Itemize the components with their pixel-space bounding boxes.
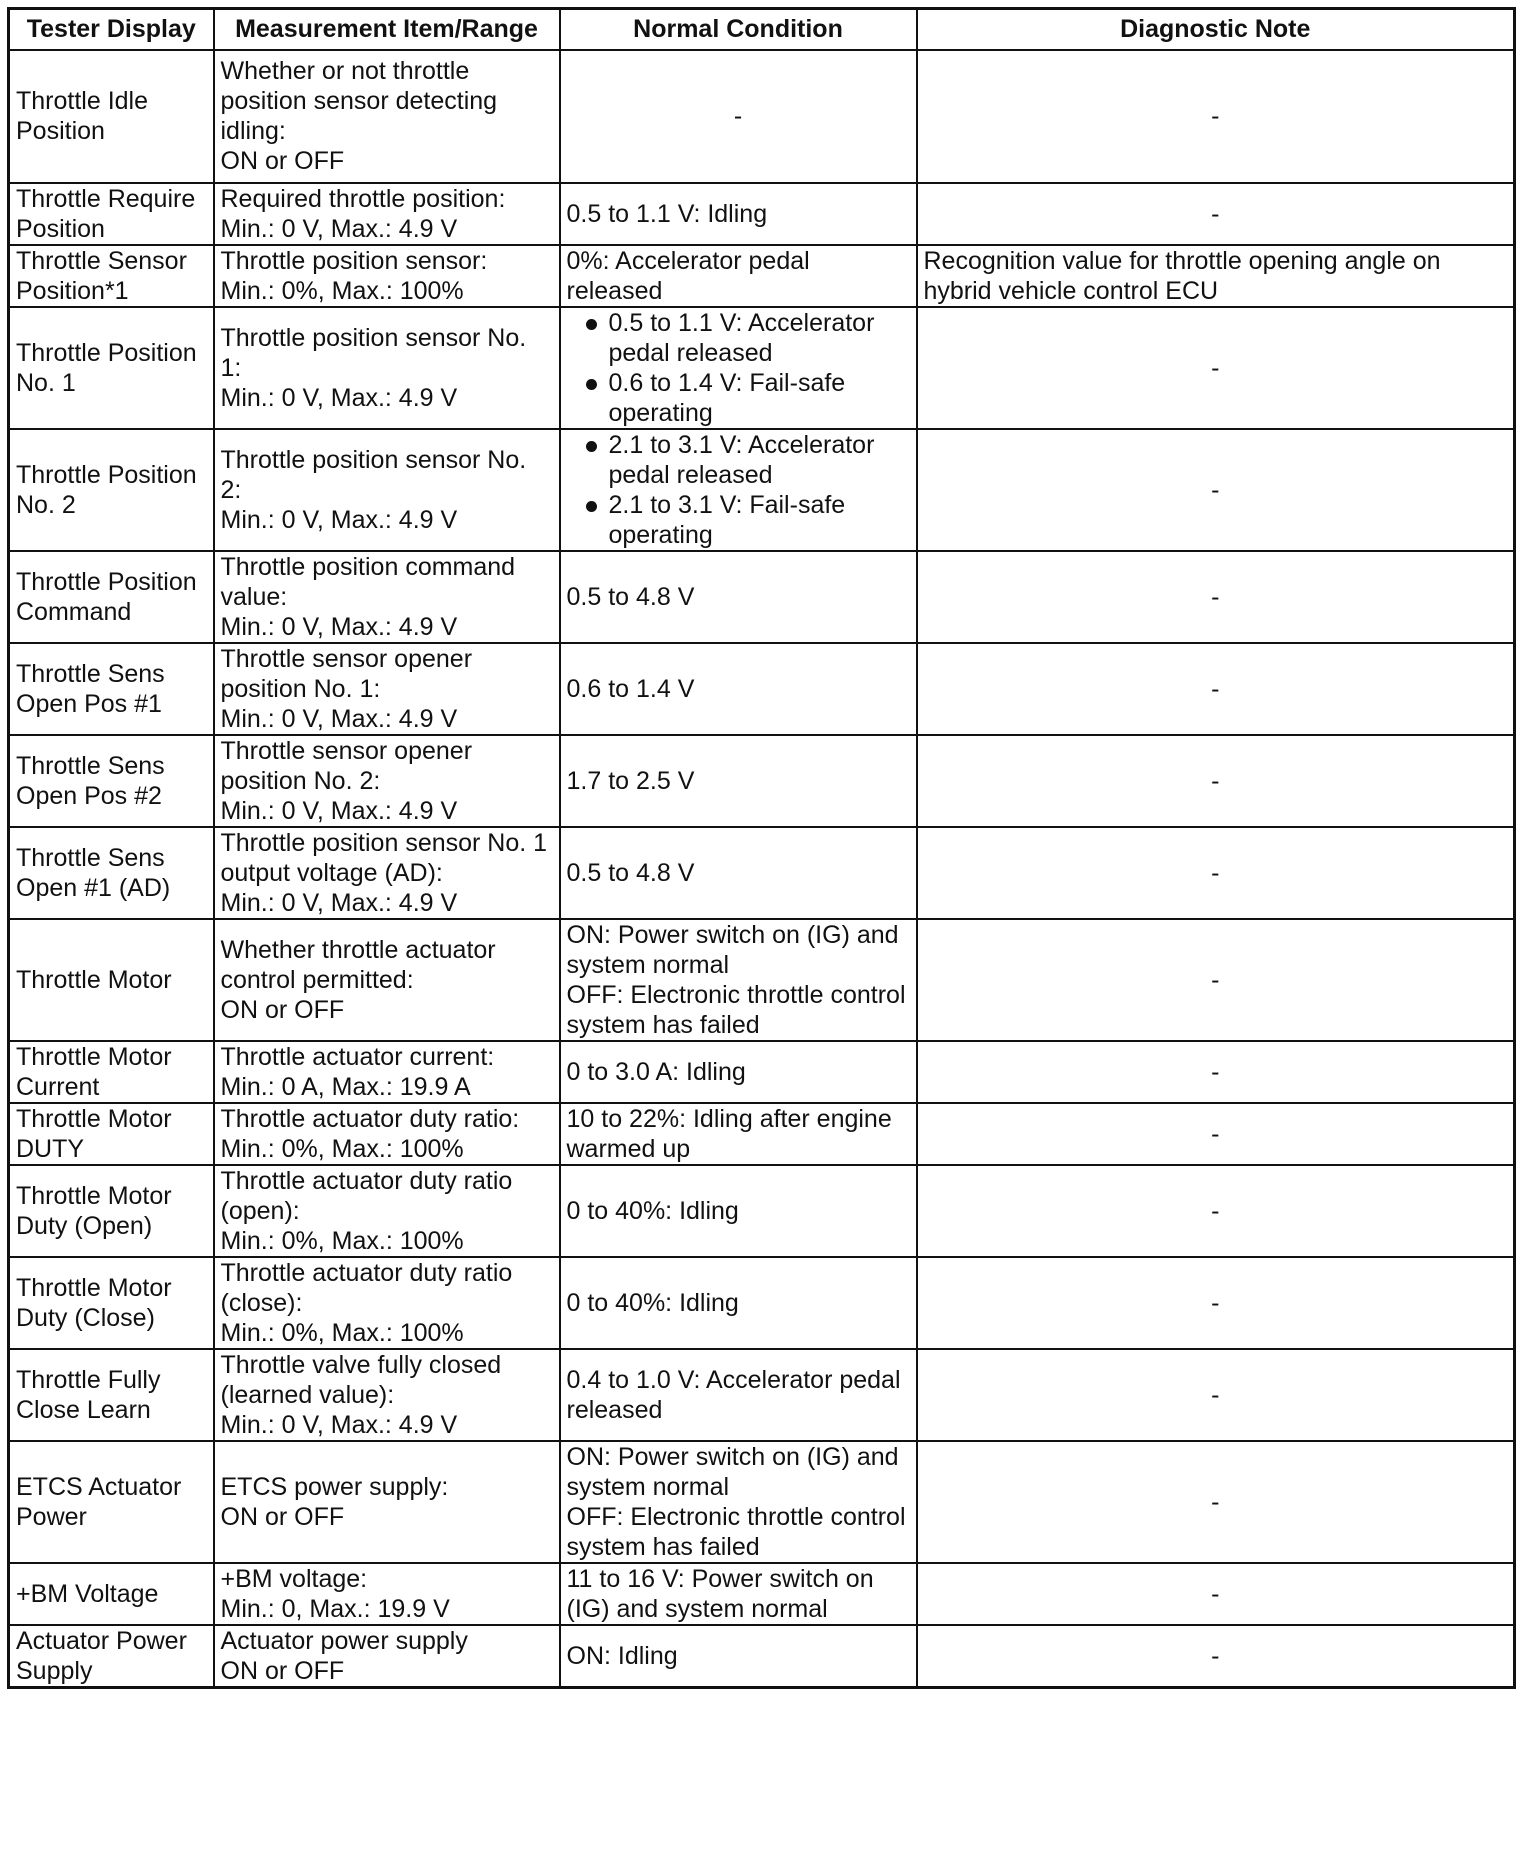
measurement-cell <box>214 1257 560 1349</box>
diagnostic-note-cell-text: - <box>1211 102 1220 130</box>
tester-display-cell-text: Throttle Sensor Position*1 <box>16 246 187 305</box>
normal-condition-cell <box>560 429 917 551</box>
table-row <box>9 1349 1515 1441</box>
table-row <box>9 183 1515 245</box>
tester-display-cell <box>9 1165 214 1257</box>
normal-condition-cell-text: 0%: Accelerator pedal released <box>566 246 810 305</box>
diagnostic-note-cell <box>917 183 1515 245</box>
header-row <box>9 9 1515 50</box>
normal-condition-cell <box>560 1165 917 1257</box>
table-row <box>9 1625 1515 1688</box>
measurement-cell-text: Whether throttle actuator control permitted: ON or OFF <box>220 935 496 1024</box>
table-row <box>9 307 1515 429</box>
normal-condition-cell <box>560 183 917 245</box>
diagnostic-note-cell-text: Recognition value for throttle opening angle on hybrid vehicle control ECU <box>923 246 1441 305</box>
normal-condition-bullet <box>567 308 910 368</box>
diagnostic-note-cell-text: - <box>1211 1196 1220 1225</box>
normal-condition-cell-text: 0.5 to 4.8 V <box>566 858 695 887</box>
tester-display-cell-text: Throttle Motor DUTY <box>16 1104 172 1163</box>
measurement-cell-text: Throttle position sensor No. 1: Min.: 0 V, Max.: 4.9 V <box>220 323 527 412</box>
normal-condition-cell-text: 10 to 22%: Idling after engine warmed up <box>566 1104 892 1163</box>
normal-condition-cell <box>560 1041 917 1103</box>
normal-condition-cell <box>560 1103 917 1165</box>
diagnostic-note-cell-text: - <box>1211 475 1220 504</box>
measurement-cell <box>214 1103 560 1165</box>
diagnostic-note-cell <box>917 551 1515 643</box>
normal-condition-bullet <box>567 490 910 550</box>
tester-display-cell-text: Actuator Power Supply <box>16 1626 187 1685</box>
normal-condition-cell-text: 0 to 3.0 A: Idling <box>566 1057 746 1086</box>
table-row <box>9 1041 1515 1103</box>
tester-display-cell-text: Throttle Require Position <box>16 184 196 243</box>
normal-condition-cell <box>560 50 917 183</box>
normal-condition-cell-text: ON: Power switch on (IG) and system normal OFF: Electronic throttle control system has failed <box>566 1442 906 1561</box>
normal-condition-cell-text: 0.6 to 1.4 V <box>566 674 695 703</box>
normal-condition-cell <box>560 1257 917 1349</box>
header-tester-display: Tester Display <box>9 9 214 50</box>
measurement-cell <box>214 307 560 429</box>
tester-display-cell-text: Throttle Fully Close Learn <box>16 1365 161 1424</box>
tester-display-cell <box>9 1441 214 1563</box>
measurement-cell <box>214 1563 560 1625</box>
normal-condition-cell <box>560 827 917 919</box>
diagnostic-note-cell-text: - <box>1211 1288 1220 1317</box>
normal-condition-cell-text: 11 to 16 V: Power switch on (IG) and system normal <box>566 1564 874 1623</box>
measurement-cell <box>214 643 560 735</box>
tester-display-cell <box>9 429 214 551</box>
normal-condition-cell-text: - <box>733 102 743 130</box>
diagnostic-note-cell-text: - <box>1211 199 1220 228</box>
bullet-text: 2.1 to 3.1 V: Accelerator pedal released <box>608 430 875 489</box>
tester-display-cell-text: Throttle Motor Current <box>16 1042 172 1101</box>
normal-condition-cell <box>560 1349 917 1441</box>
header-normal-condition: Normal Condition <box>560 9 917 50</box>
table-row <box>9 1165 1515 1257</box>
diagnostic-note-cell <box>917 643 1515 735</box>
table-row <box>9 735 1515 827</box>
table-row <box>9 1103 1515 1165</box>
diagnostic-note-cell-text: - <box>1211 1119 1220 1148</box>
normal-condition-cell-text: 0.5 to 4.8 V <box>566 582 695 611</box>
normal-condition-cell <box>560 1563 917 1625</box>
bullet-text: 2.1 to 3.1 V: Fail-safe operating <box>608 490 846 549</box>
normal-condition-cell <box>560 643 917 735</box>
diagnostic-note-cell-text: - <box>1211 582 1220 611</box>
table-row <box>9 245 1515 307</box>
normal-condition-cell <box>560 245 917 307</box>
normal-condition-cell-text: 0 to 40%: Idling <box>566 1196 739 1225</box>
diagnostic-note-cell-text: - <box>1211 1579 1220 1608</box>
normal-condition-cell <box>560 735 917 827</box>
measurement-cell <box>214 1349 560 1441</box>
measurement-cell-text: Throttle position sensor No. 2: Min.: 0 V, Max.: 4.9 V <box>220 445 527 534</box>
diagnostic-note-cell <box>917 245 1515 307</box>
normal-condition-cell-text: ON: Idling <box>566 1641 678 1670</box>
table-row <box>9 1257 1515 1349</box>
tester-display-cell-text: Throttle Sens Open Pos #2 <box>16 751 165 810</box>
tester-display-cell-text: Throttle Motor Duty (Close) <box>16 1273 172 1332</box>
tester-display-cell <box>9 827 214 919</box>
diagnostic-note-cell <box>917 1563 1515 1625</box>
table-row <box>9 1563 1515 1625</box>
tester-display-cell-text: Throttle Idle Position <box>16 87 149 145</box>
bullet-text: 0.6 to 1.4 V: Fail-safe operating <box>608 368 846 427</box>
data-list-page <box>7 7 1513 1689</box>
diagnostic-note-cell-text: - <box>1211 353 1220 382</box>
tester-display-cell <box>9 551 214 643</box>
measurement-cell <box>214 1041 560 1103</box>
tester-display-cell <box>9 735 214 827</box>
measurement-cell <box>214 1165 560 1257</box>
table-row <box>9 919 1515 1041</box>
tester-display-cell <box>9 50 214 183</box>
measurement-cell-text: Throttle sensor opener position No. 1: Min.: 0 V, Max.: 4.9 V <box>220 644 473 733</box>
normal-condition-cell-text: ON: Power switch on (IG) and system normal OFF: Electronic throttle control system has failed <box>566 920 906 1039</box>
measurement-cell <box>214 183 560 245</box>
normal-condition-bullet <box>567 430 910 490</box>
diagnostic-note-cell-text: - <box>1211 858 1220 887</box>
normal-condition-bullet <box>567 368 910 428</box>
normal-condition-bullet-list <box>567 430 910 550</box>
tester-data-table <box>7 7 1516 1689</box>
tester-display-cell <box>9 1041 214 1103</box>
normal-condition-cell-text: 0.5 to 1.1 V: Idling <box>566 199 768 228</box>
diagnostic-note-cell <box>917 429 1515 551</box>
measurement-cell <box>214 245 560 307</box>
tester-display-cell-text: Throttle Position No. 1 <box>16 338 197 397</box>
measurement-cell-text: Throttle position sensor No. 1 output voltage (AD): Min.: 0 V, Max.: 4.9 V <box>220 828 548 917</box>
diagnostic-note-cell <box>917 735 1515 827</box>
measurement-cell-text: Throttle sensor opener position No. 2: Min.: 0 V, Max.: 4.9 V <box>220 736 473 825</box>
tester-display-cell <box>9 1257 214 1349</box>
diagnostic-note-cell <box>917 827 1515 919</box>
tester-display-cell-text: Throttle Motor Duty (Open) <box>16 1181 172 1240</box>
diagnostic-note-cell-text: - <box>1211 1641 1220 1670</box>
table-row <box>9 551 1515 643</box>
diagnostic-note-cell <box>917 1349 1515 1441</box>
diagnostic-note-cell <box>917 1041 1515 1103</box>
tester-display-cell-text: Throttle Motor <box>16 965 172 994</box>
tester-display-cell-text: Throttle Sens Open #1 (AD) <box>16 843 171 902</box>
bullet-text: 0.5 to 1.1 V: Accelerator pedal released <box>608 308 875 367</box>
tester-display-cell-text: Throttle Position Command <box>16 567 197 626</box>
table-row <box>9 643 1515 735</box>
diagnostic-note-cell <box>917 1103 1515 1165</box>
diagnostic-note-cell <box>917 50 1515 183</box>
measurement-cell <box>214 735 560 827</box>
normal-condition-cell <box>560 551 917 643</box>
normal-condition-cell-text: 0.4 to 1.0 V: Accelerator pedal released <box>566 1365 901 1424</box>
table-row <box>9 1441 1515 1563</box>
diagnostic-note-cell <box>917 307 1515 429</box>
diagnostic-note-cell <box>917 1165 1515 1257</box>
normal-condition-cell <box>560 307 917 429</box>
normal-condition-cell <box>560 1441 917 1563</box>
diagnostic-note-cell-text: - <box>1211 1057 1220 1086</box>
tester-display-cell <box>9 643 214 735</box>
diagnostic-note-cell-text: - <box>1211 766 1220 795</box>
measurement-cell-text: Throttle valve fully closed (learned value): Min.: 0 V, Max.: 4.9 V <box>220 1350 502 1439</box>
table-row <box>9 827 1515 919</box>
measurement-cell-text: Actuator power supply ON or OFF <box>220 1626 468 1685</box>
diagnostic-note-cell <box>917 1625 1515 1688</box>
header-measurement-item: Measurement Item/Range <box>214 9 560 50</box>
normal-condition-cell-text: 0 to 40%: Idling <box>566 1288 739 1317</box>
measurement-cell <box>214 827 560 919</box>
table-row <box>9 429 1515 551</box>
measurement-cell-text: Throttle actuator duty ratio: Min.: 0%, Max.: 100% <box>220 1104 520 1163</box>
tester-display-cell <box>9 1349 214 1441</box>
tester-display-cell-text: Throttle Position No. 2 <box>16 460 197 519</box>
measurement-cell-text: Throttle actuator current: Min.: 0 A, Max.: 19.9 A <box>220 1042 495 1101</box>
tester-display-cell <box>9 245 214 307</box>
measurement-cell-text: +BM voltage: Min.: 0, Max.: 19.9 V <box>220 1564 450 1623</box>
measurement-cell-text: Throttle position sensor: Min.: 0%, Max.: 100% <box>220 246 488 305</box>
tester-display-cell <box>9 1103 214 1165</box>
measurement-cell <box>214 50 560 183</box>
measurement-cell <box>214 919 560 1041</box>
diagnostic-note-cell <box>917 1257 1515 1349</box>
measurement-cell <box>214 1441 560 1563</box>
normal-condition-bullet-list <box>567 308 910 428</box>
tester-display-cell-text: Throttle Sens Open Pos #1 <box>16 659 165 718</box>
diagnostic-note-cell-text: - <box>1211 1487 1220 1516</box>
measurement-cell <box>214 551 560 643</box>
diagnostic-note-cell-text: - <box>1211 965 1220 994</box>
diagnostic-note-cell-text: - <box>1211 674 1220 703</box>
normal-condition-cell-text: 1.7 to 2.5 V <box>566 766 695 795</box>
measurement-cell-text: Required throttle position: Min.: 0 V, Max.: 4.9 V <box>220 184 506 243</box>
measurement-cell <box>214 1625 560 1688</box>
measurement-cell-text: Throttle actuator duty ratio (close): Min.: 0%, Max.: 100% <box>220 1258 513 1347</box>
measurement-cell-text: Whether or not throttle position sensor detecting idling: ON or OFF <box>220 57 498 175</box>
measurement-cell-text: Throttle actuator duty ratio (open): Min.: 0%, Max.: 100% <box>220 1166 513 1255</box>
diagnostic-note-cell <box>917 919 1515 1041</box>
header-diagnostic-note: Diagnostic Note <box>917 9 1515 50</box>
normal-condition-cell <box>560 919 917 1041</box>
tester-display-cell <box>9 1625 214 1688</box>
measurement-cell-text: Throttle position command value: Min.: 0 V, Max.: 4.9 V <box>220 552 516 641</box>
measurement-cell <box>214 429 560 551</box>
table-body <box>9 50 1515 1688</box>
tester-display-cell <box>9 183 214 245</box>
tester-display-cell <box>9 307 214 429</box>
tester-display-cell <box>9 919 214 1041</box>
normal-condition-cell <box>560 1625 917 1688</box>
tester-display-cell <box>9 1563 214 1625</box>
table-row <box>9 50 1515 183</box>
tester-display-cell-text: ETCS Actuator Power <box>16 1472 182 1531</box>
measurement-cell-text: ETCS power supply: ON or OFF <box>220 1472 449 1531</box>
tester-display-cell-text: +BM Voltage <box>16 1579 159 1608</box>
diagnostic-note-cell-text: - <box>1211 1380 1220 1409</box>
diagnostic-note-cell <box>917 1441 1515 1563</box>
